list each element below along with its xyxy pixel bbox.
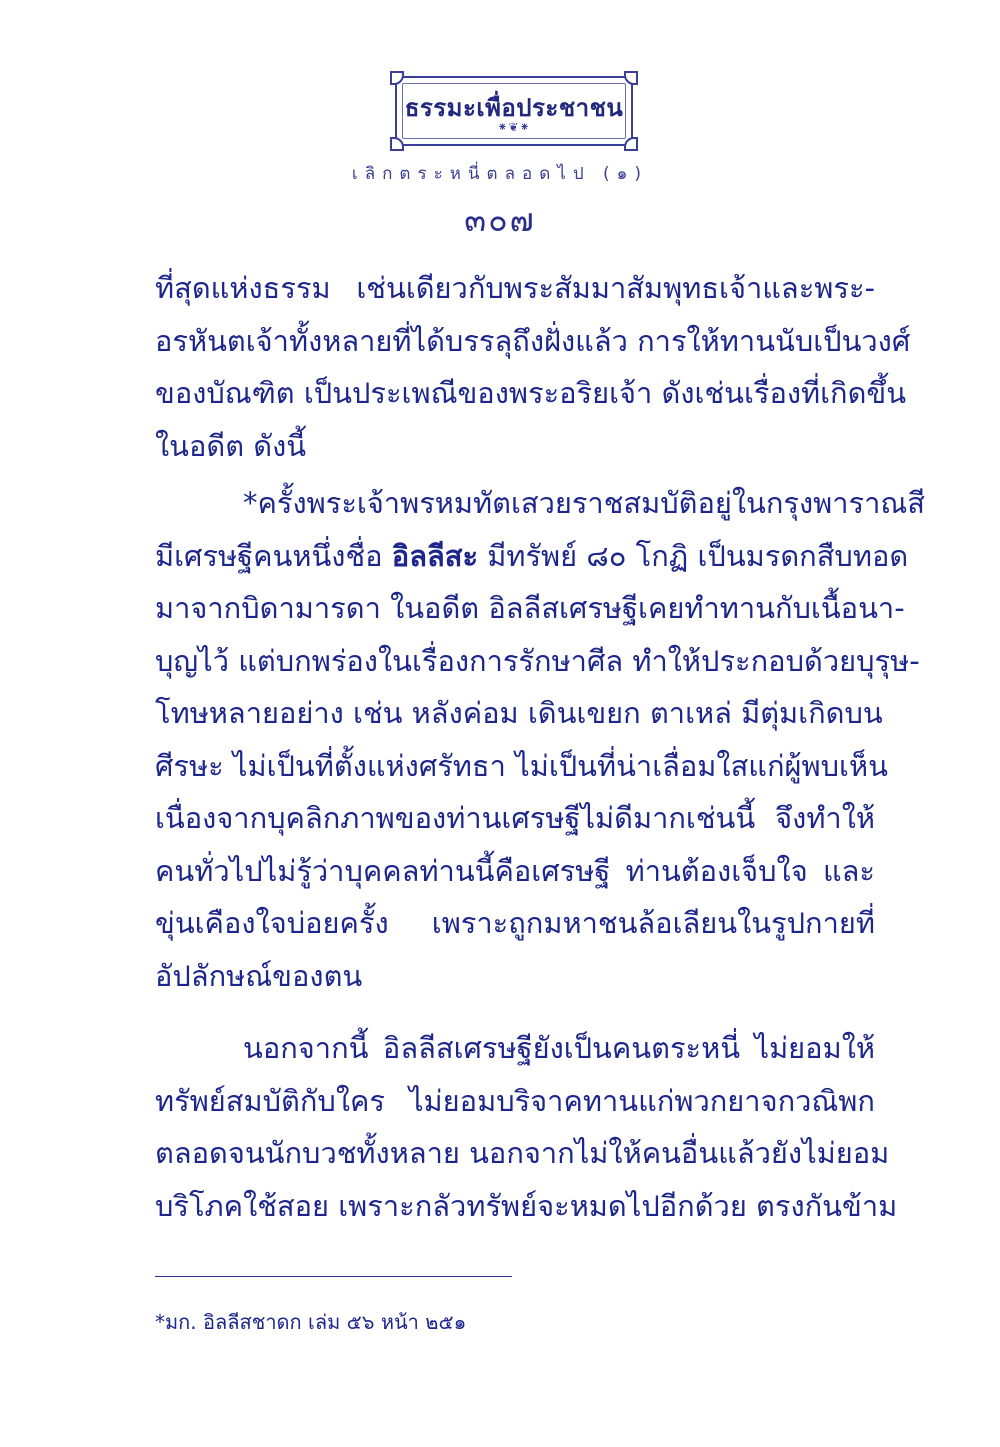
paragraph-line-with-name [155, 530, 909, 583]
logo-corner-ornament [624, 137, 638, 151]
paragraph-line: บุญไว้ แต่บกพร่องในเรื่องการรักษาศีล ทำให้ประกอบด้วยบุรุษ- [155, 643, 920, 678]
bold-name-ilisa: อิลลีสะ [391, 538, 479, 573]
running-head: เลิกตระหนี่ตลอดไป (๑) [351, 164, 649, 184]
logo-flourish: ⁕❦⁕ [497, 120, 531, 134]
paragraph-line: ที่สุดแห่งธรรม เช่นเดียวกับพระสัมมาสัมพุทธเจ้าและพระ- [155, 271, 875, 305]
paragraph-2 [155, 477, 926, 1002]
paragraph-line: ศีรษะ ไม่เป็นที่ตั้งแห่งศรัทธา ไม่เป็นที่น่าเลื่อมใสแก่ผู้พบเห็น [155, 748, 888, 783]
logo-corner-ornament [624, 71, 638, 85]
footnote: *มก. อิลลีสชาดก เล่ม ๕๖ หน้า ๒๕๑ [155, 1310, 467, 1334]
publication-logo [395, 76, 633, 146]
paragraph-line: *ครั้งพระเจ้าพรหมทัตเสวยราชสมบัติอยู่ในกรุงพาราณสี [243, 486, 926, 520]
paragraph-3 [155, 1022, 898, 1232]
page-number: ๓๐๗ [464, 201, 536, 239]
line-text: มีเศรษฐีคนหนึ่งชื่อ [155, 538, 392, 573]
paragraph-line: ในอดีต ดังนี้ [155, 428, 307, 463]
logo-title: ธรรมะเพื่อประชาชน [404, 94, 624, 122]
logo-corner-ornament [390, 137, 404, 151]
paragraph-line: เนื่องจากบุคลิกภาพของท่านเศรษฐีไม่ดีมากเช่นนี้ จึงทำให้ [155, 801, 875, 835]
paragraph-line: คนทั่วไปไม่รู้ว่าบุคคลท่านนี้คือเศรษฐี ท่านต้องเจ็บใจ และ [155, 853, 875, 888]
line-text: มีทรัพย์ ๘๐ โกฏิ เป็นมรดกสืบทอด [478, 538, 909, 573]
paragraph-line: ตลอดจนนักบวชทั้งหลาย นอกจากไม่ให้คนอื่นแล้วยังไม่ยอม [155, 1136, 890, 1170]
paragraph-line: อรหันตเจ้าทั้งหลายที่ได้บรรลุถึงฝั่งแล้ว การให้ทานนับเป็นวงศ์ [155, 323, 911, 358]
footnote-rule [155, 1276, 512, 1277]
paragraph-line: บริโภคใช้สอย เพราะกลัวทรัพย์จะหมดไปอีกด้วย ตรงกันข้าม [155, 1188, 898, 1223]
paragraph-line: นอกจากนี้ อิลลีสเศรษฐียังเป็นคนตระหนี่ ไม่ยอมให้ [243, 1031, 875, 1065]
paragraph-line: มาจากบิดามารดา ในอดีต อิลลีสเศรษฐีเคยทำทานกับเนื้อนา- [155, 591, 905, 625]
paragraph-line: ของบัณฑิต เป็นประเพณีของพระอริยเจ้า ดังเช่นเรื่องที่เกิดขึ้น [155, 376, 907, 410]
paragraph-line: อัปลักษณ์ของตน [155, 958, 363, 993]
paragraph-line: ทรัพย์สมบัติกับใคร ไม่ยอมบริจาคทานแก่พวกยาจกวณิพก [155, 1083, 875, 1118]
paragraph-line: โทษหลายอย่าง เช่น หลังค่อม เดินเขยก ตาเหล่ มีตุ่มเกิดบน [155, 696, 883, 730]
paragraph-1 [155, 262, 911, 472]
paragraph-line: ขุ่นเคืองใจบ่อยครั้ง เพราะถูกมหาชนล้อเลียนในรูปกายที่ [155, 906, 875, 940]
